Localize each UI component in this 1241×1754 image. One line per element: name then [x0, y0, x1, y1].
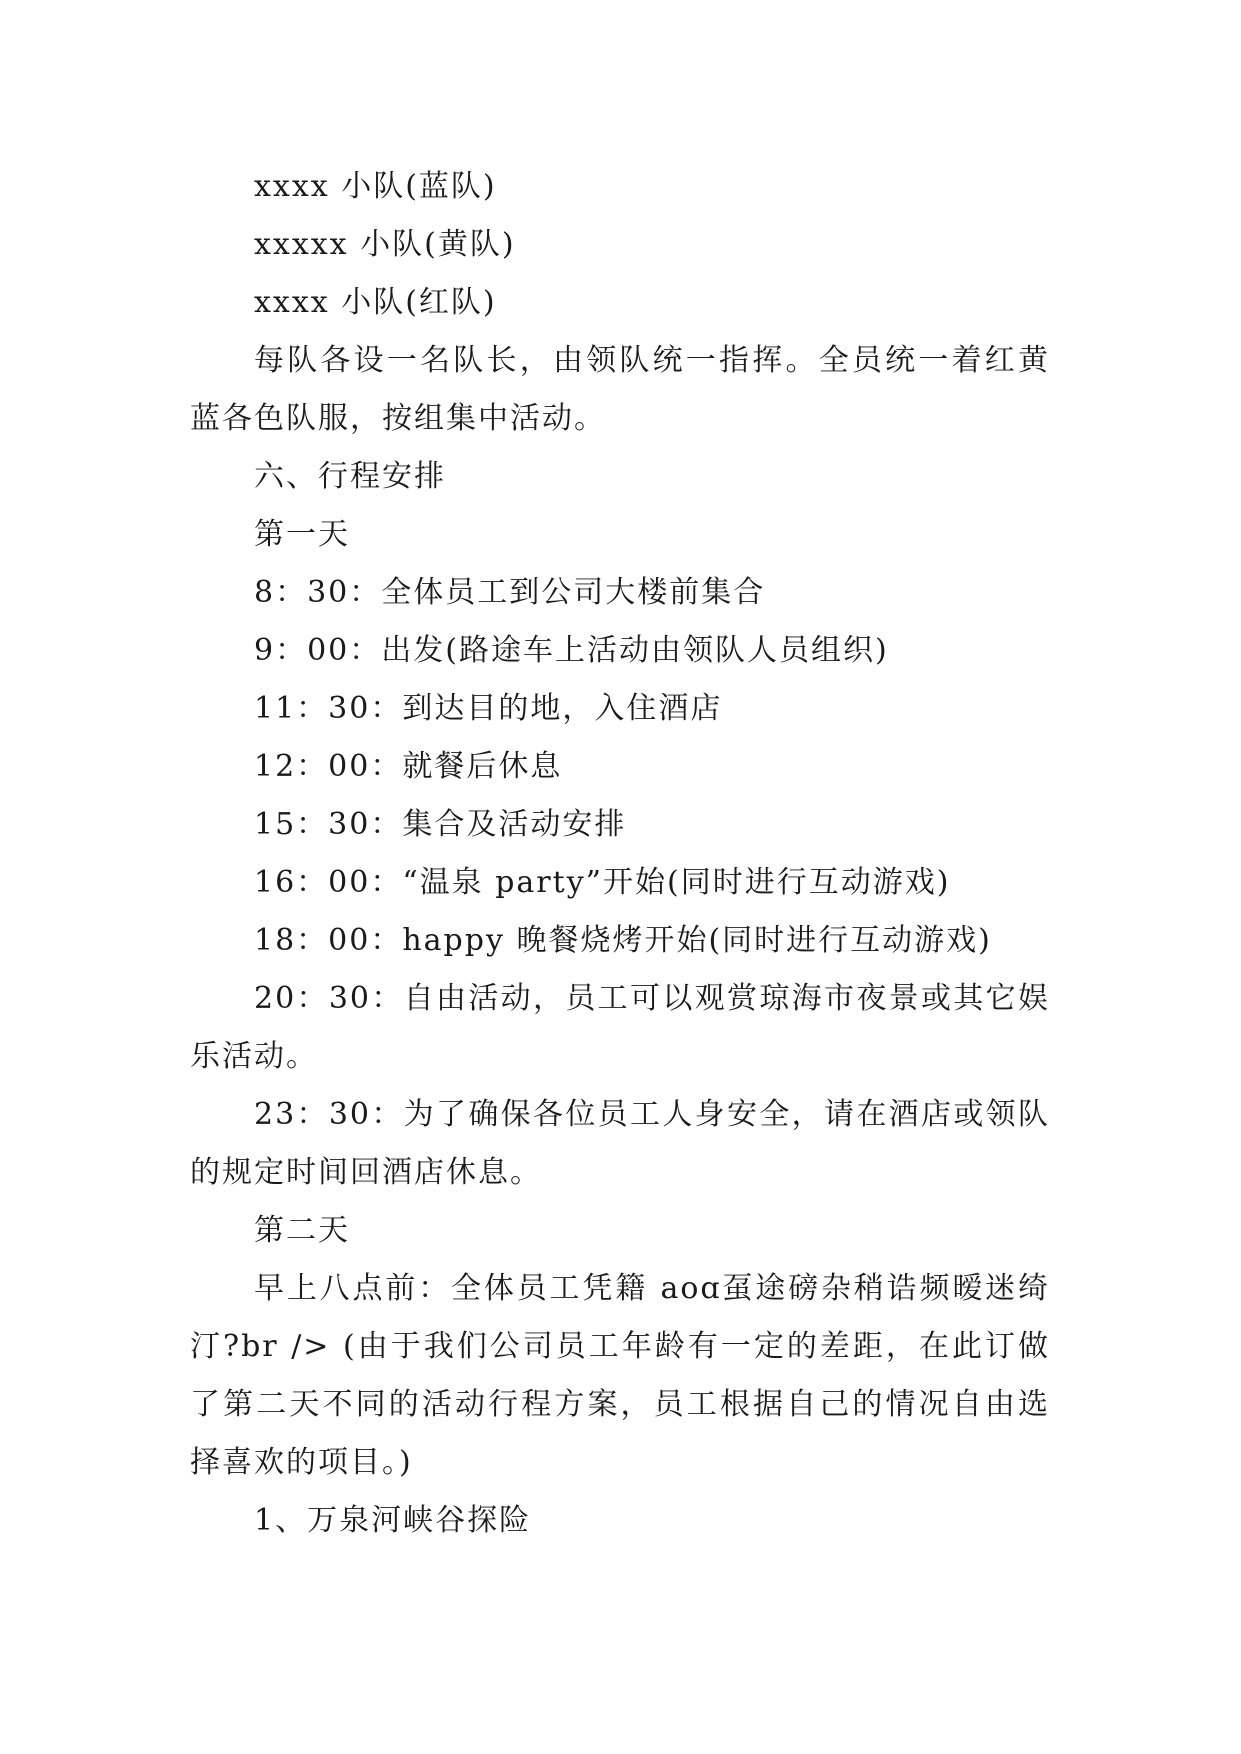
activity-item: 1、万泉河峡谷探险	[254, 1503, 532, 1538]
document-body	[190, 158, 1050, 1550]
schedule-item: 15：30：集合及活动安排	[254, 807, 627, 842]
section-heading-schedule: 六、行程安排	[254, 459, 446, 494]
day-one-heading: 第一天	[254, 517, 350, 552]
team-blue-line: xxxx 小队(蓝队)	[254, 169, 497, 204]
team-leader-paragraph: 每队各设一名队长，由领队统一指挥。全员统一着红黄蓝各色队服，按组集中活动。	[190, 343, 1050, 436]
schedule-item: 11：30：到达目的地，入住酒店	[254, 691, 723, 726]
schedule-item: 9：00：出发(路途车上活动由领队人员组织)	[254, 633, 889, 668]
schedule-item: 23：30：为了确保各位员工人身安全，请在酒店或领队的规定时间回酒店休息。	[190, 1097, 1050, 1190]
team-yellow-line: xxxxx 小队(黄队)	[254, 227, 516, 262]
schedule-item: 20：30：自由活动，员工可以观赏琼海市夜景或其它娱乐活动。	[190, 981, 1050, 1074]
day-two-heading: 第二天	[254, 1213, 350, 1248]
schedule-item: 18：00：happy 晚餐烧烤开始(同时进行互动游戏)	[254, 923, 992, 958]
schedule-item: 8：30：全体员工到公司大楼前集合	[254, 575, 766, 610]
team-red-line: xxxx 小队(红队)	[254, 285, 497, 320]
day-two-paragraph: 早上八点前：全体员工凭籍 aoɑ虿途磅杂稍诰频暧迷绮汀?br /> (由于我们公司员工年龄有一定的差距，在此订做了第二天不同的活动行程方案，员工根据自己的情况自由选择喜欢的项目。)	[190, 1271, 1050, 1480]
schedule-item: 16：00：“温泉 party”开始(同时进行互动游戏)	[254, 865, 951, 900]
schedule-item: 12：00：就餐后休息	[254, 749, 563, 784]
